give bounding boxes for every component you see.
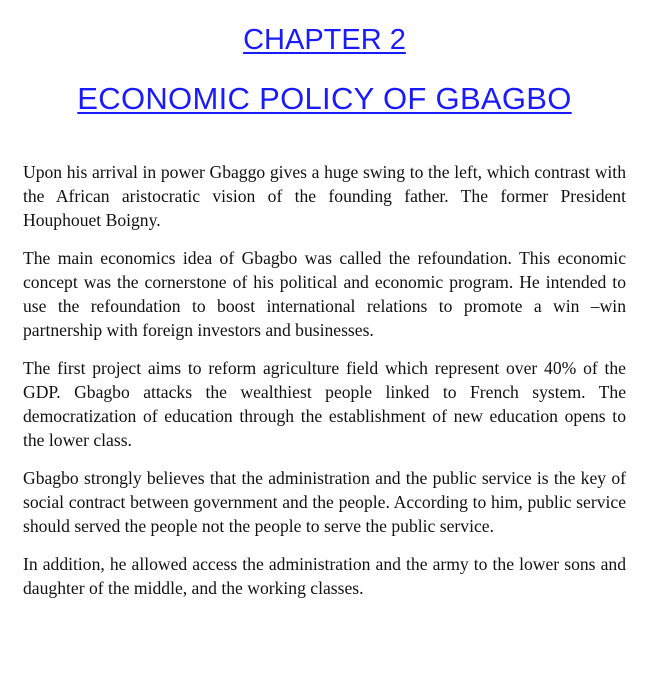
- paragraph-4: Gbagbo strongly believes that the administration and the public service is the key of social contract between government and the people. According to him, public service should served the people not the people to serve the public service.: [23, 468, 626, 536]
- paragraph-3: The first project aims to reform agriculture field which represent over 40% of the GDP. Gbagbo attacks the wealthiest people linked to French system. The democratization of education through the establishment of new education opens to the lower class.: [23, 358, 626, 450]
- paragraph-5: In addition, he allowed access the administration and the army to the lower sons and daughter of the middle, and the working classes.: [23, 554, 626, 598]
- chapter-body: [23, 160, 626, 614]
- paragraph-2: The main economics idea of Gbagbo was called the refoundation. This economic concept was the cornerstone of his political and economic program. He intended to use the refoundation to boost international relations to promote a win –win partnership with foreign investors and businesses.: [23, 248, 626, 340]
- paragraph-1: Upon his arrival in power Gbaggo gives a huge swing to the left, which contrast with the African aristocratic vision of the founding father. The former President Houphouet Boigny.: [23, 162, 626, 230]
- chapter-label-link[interactable]: CHAPTER 2: [243, 24, 406, 56]
- chapter-title-link[interactable]: ECONOMIC POLICY OF GBAGBO: [77, 81, 572, 116]
